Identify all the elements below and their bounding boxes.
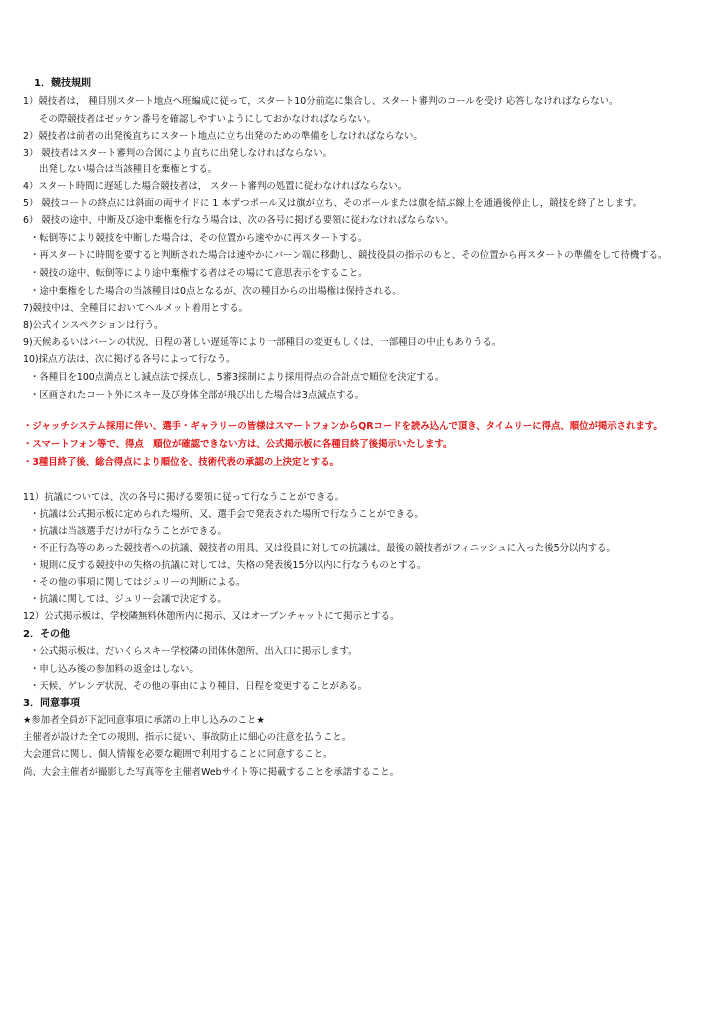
section-heading-other: 2．その他 xyxy=(23,629,70,640)
protest-bullet: ・抗議は公式掲示板に定められた場所、又、選手会で発表された場所で行なうことができる。 xyxy=(30,509,424,520)
rule-line: その際競技者はゼッケン番号を確認しやすいようにしておかなければならない。 xyxy=(39,114,376,125)
consent-line: 主催者が設けた全ての規則、指示に従い、事故防止に細心の注意を払うこと。 xyxy=(23,732,352,743)
rule-bullet: ・再スタートに時間を要すると判断された場合は速やかにバーン端に移動し、競技役員の指示のもと、その位置から再スタートの準備をして待機する。 xyxy=(30,250,668,261)
protest-line: 12）公式掲示板は、学校隣無料休憩所内に掲示、又はオープンチャットにて掲示とする。 xyxy=(23,611,400,622)
rule-bullet: ・各種目を100点満点とし減点法で採点し、5審3採制により採用得点の合計点で順位を決定する。 xyxy=(30,372,445,383)
rule-line: 8)公式インスペクションは行う。 xyxy=(23,320,164,331)
other-bullet: ・天候、ゲレンデ状況、その他の事由により種目、日程を変更することがある。 xyxy=(30,681,368,692)
rule-line: 9)天候あるいはバーンの状況、日程の著しい遅延等により一部種目の変更もしくは、一部種目の中止もありうる。 xyxy=(23,337,502,348)
rule-line: 4）スタート時間に遅延した場合競技者は， スタート審判の処置に従わなければならない。 xyxy=(23,181,407,192)
rule-bullet: ・転倒等により競技を中断した場合は、その位置から速やかに再スタートする。 xyxy=(30,233,368,244)
notice-red: ・ジャッチシステム採用に伴い、選手・ギャラリーの皆様はスマートフォンからQRコードを読み込んで頂き、タイムリーに得点、順位が掲示されます。 xyxy=(23,421,663,432)
notice-red: ・スマートフォン等で、得点 順位が確認できない方は、公式掲示板に各種目終了後掲示いたします。 xyxy=(23,439,453,450)
rule-bullet: ・途中棄権をした場合の当該種目は0点となるが、次の種目からの出場権は保持される。 xyxy=(30,286,402,297)
rule-line: 1）競技者は， 種目別スタート地点へ班編成に従って，スタート10分前迄に集合し、スタート審判のコールを受け 応答しなければならない。 xyxy=(23,96,619,107)
rule-line: 6） 競技の途中、中断及び途中棄権を行なう場合は、次の各号に掲げる要領に従わなければならない。 xyxy=(23,215,454,226)
section-heading-rules: 1．競技規則 xyxy=(34,78,91,89)
section-heading-consent: 3．同意事項 xyxy=(23,698,80,709)
rule-bullet: ・区画されたコート外にスキー及び身体全部が飛び出した場合は3点減点する。 xyxy=(30,390,365,401)
protest-bullet: ・その他の事項に関してはジュリーの判断による。 xyxy=(30,577,246,588)
consent-line: 尚、大会主催者が撮影した写真等を主催者Webサイト等に掲載することを承諾すること。 xyxy=(23,767,400,778)
rule-line: 3） 競技者はスタート審判の合図により直ちに出発しなければならない。 xyxy=(23,148,332,159)
notice-red: ・3種目終了後、総合得点により順位を、技術代表の承認の上決定とする。 xyxy=(23,457,339,468)
rule-line: 2）競技者は前者の出発後直ちにスタート地点に立ち出発のための準備をしなければならない。 xyxy=(23,131,423,142)
protest-bullet: ・抗議は当該選手だけが行なうことができる。 xyxy=(30,526,227,537)
rule-bullet: ・競技の途中、転倒等により途中棄権する者はその場にて意思表示をすること。 xyxy=(30,268,368,279)
protest-line: 11）抗議については、次の各号に掲げる要領に従って行なうことができる。 xyxy=(23,492,345,503)
rule-line: 7)競技中は、全種目においてヘルメット着用とする。 xyxy=(23,303,248,314)
protest-bullet: ・抗議に関しては、ジュリー会議で決定する。 xyxy=(30,594,227,605)
consent-line: ★参加者全員が下記同意事項に承諾の上申し込みのこと★ xyxy=(23,715,265,726)
rule-line: 5） 競技コートの終点には斜面の両サイドに 1 本ずつポール又は旗が立ち、そのポールまたは旗を結ぶ線上を通過後停止し，競技を終了とします。 xyxy=(23,198,643,209)
rule-line: 出発しない場合は当該種目を棄権とする。 xyxy=(39,164,218,175)
protest-bullet: ・規則に反する競技中の失格の抗議に対しては、失格の発表後15分以内に行なうものとする。 xyxy=(30,560,427,571)
rule-line: 10)採点方法は、次に掲げる各号によって行なう。 xyxy=(23,354,236,365)
other-bullet: ・申し込み後の参加料の返金はしない。 xyxy=(30,664,199,675)
protest-bullet: ・不正行為等のあった競技者への抗議、競技者の用具、又は役員に対しての抗議は、最後の競技者がフィニッシュに入った後5分以内する。 xyxy=(30,543,616,554)
other-bullet: ・公式掲示板は、だいくらスキー学校隣の団体休憩所、出入口に掲示します。 xyxy=(30,646,358,657)
consent-line: 大会運営に関し、個人情報を必要な範囲で利用することに同意すること。 xyxy=(23,749,333,760)
